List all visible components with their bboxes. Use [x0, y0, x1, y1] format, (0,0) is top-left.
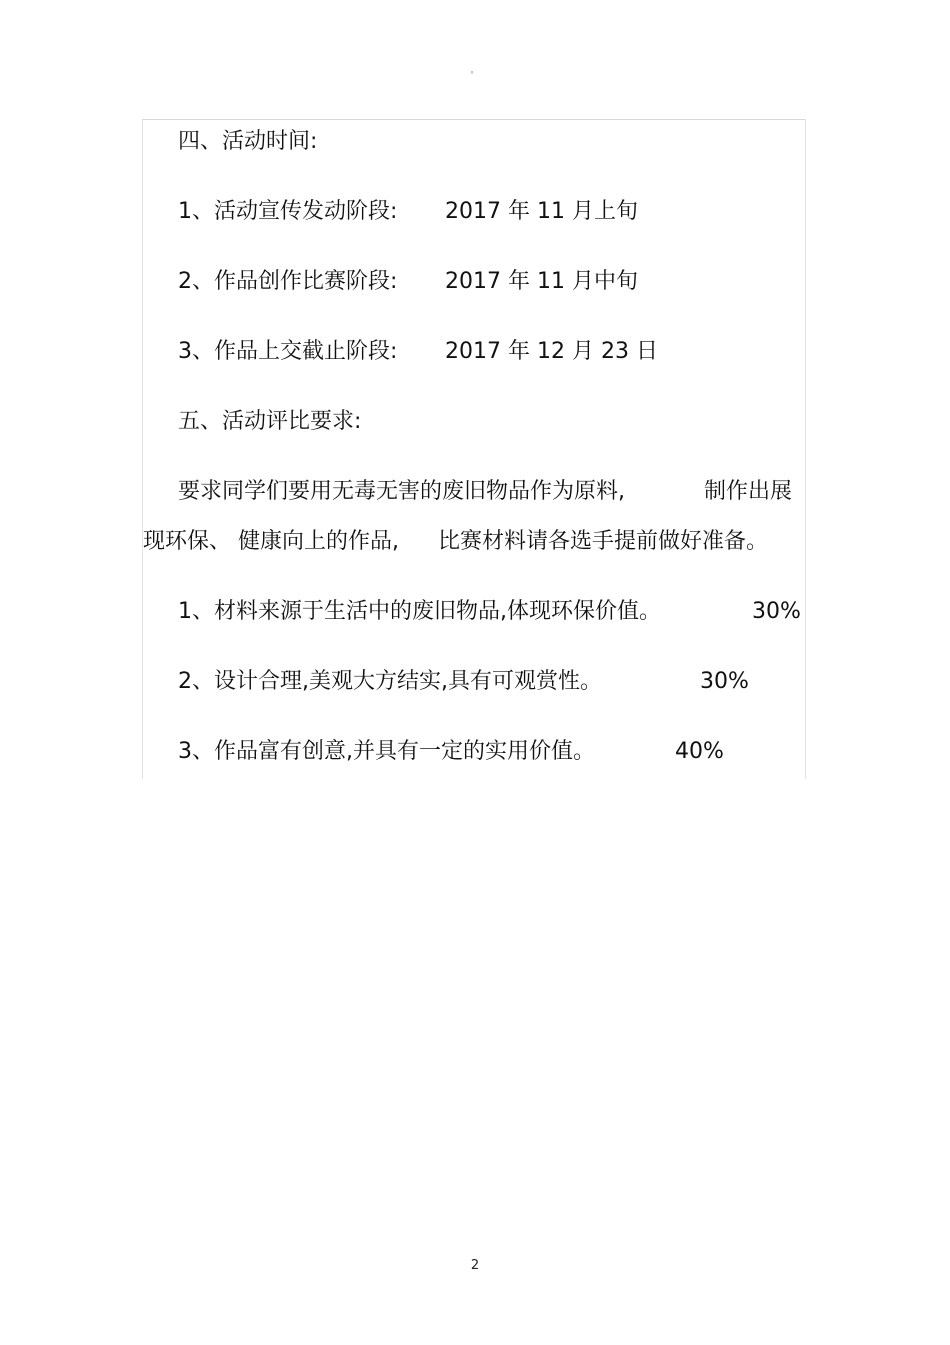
requirement-paragraph-line-1-b: 制作出展	[704, 479, 793, 504]
criteria-item-2-text: 2、设计合理,美观大方结实,具有可观赏性。	[178, 669, 602, 694]
criteria-item-3-text: 3、作品富有创意,并具有一定的实用价值。	[178, 739, 595, 764]
schedule-item-2-date: 2017 年 11 月中旬	[445, 269, 638, 294]
requirement-paragraph-line-2-b: 比赛材料请各选手提前做好准备。	[438, 529, 769, 554]
criteria-item-1-weight: 30%	[752, 599, 801, 624]
schedule-item-1-label: 1、活动宣传发动阶段:	[178, 199, 398, 224]
section-5-heading: 五、活动评比要求:	[178, 409, 362, 434]
page-header-mark: °	[470, 70, 474, 79]
section-4-heading: 四、活动时间:	[178, 129, 318, 154]
schedule-item-1-date: 2017 年 11 月上旬	[445, 199, 638, 224]
requirement-paragraph-line-1-a: 要求同学们要用无毒无害的废旧物品作为原料,	[178, 479, 625, 504]
criteria-item-1-text: 1、材料来源于生活中的废旧物品,体现环保价值。	[178, 599, 661, 624]
criteria-item-2-weight: 30%	[700, 669, 749, 694]
schedule-item-3-label: 3、作品上交截止阶段:	[178, 339, 398, 364]
schedule-item-3-date: 2017 年 12 月 23 日	[445, 339, 658, 364]
criteria-item-3-weight: 40%	[675, 739, 724, 764]
requirement-paragraph-line-2-a: 现环保、 健康向上的作品,	[143, 529, 399, 554]
schedule-item-2-label: 2、作品创作比赛阶段:	[178, 269, 398, 294]
page-number: 2	[470, 1258, 480, 1273]
